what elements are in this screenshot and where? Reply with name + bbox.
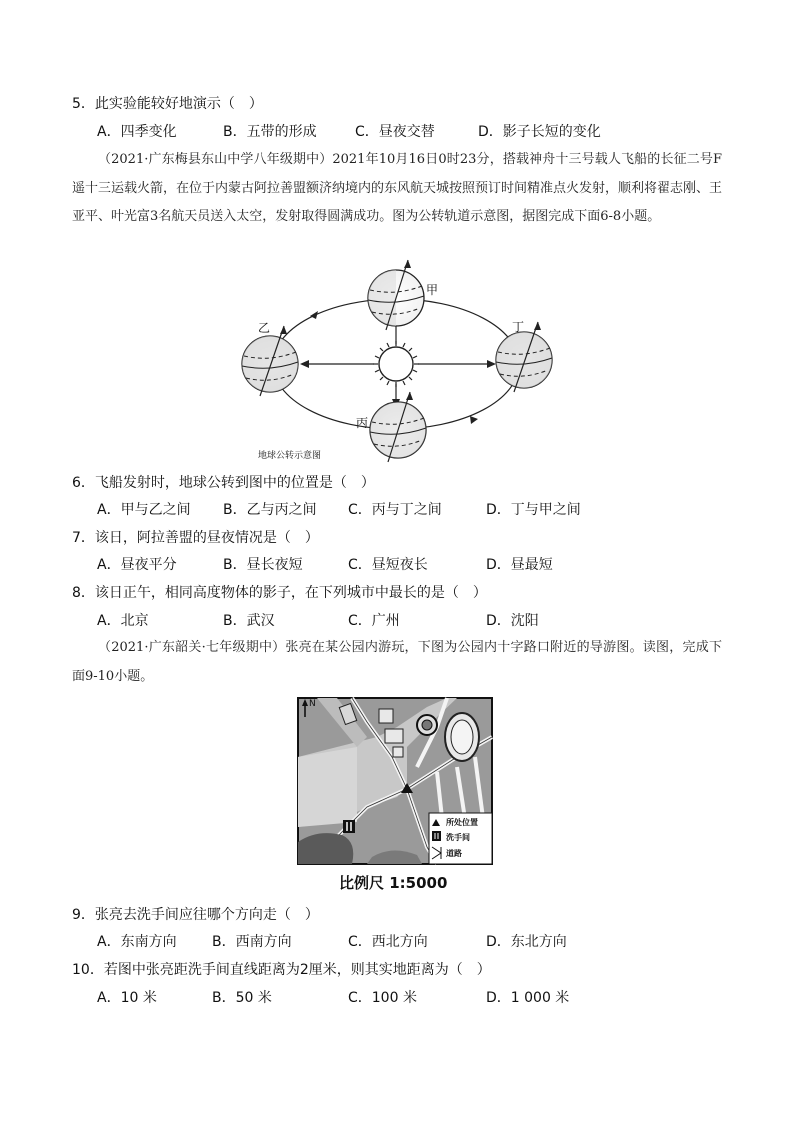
option-c: C．100 米 [348, 990, 417, 1006]
north-label: N [309, 699, 316, 709]
option-b: B．50 米 [212, 990, 272, 1006]
option-c: C．昼夜交替 [355, 124, 435, 140]
option-a: A．北京 [97, 613, 149, 629]
question-5-stem: 5．此实验能较好地演示（ ） [72, 96, 263, 112]
option-d: D．影子长短的变化 [478, 124, 601, 140]
option-a: A．昼夜平分 [97, 557, 177, 573]
label-jia: 甲 [426, 283, 439, 297]
passage-shenzhou: （2021·广东梅县东山中学八年级期中）2021年10月16日0时23分，搭载神舟十三号载人飞船的长征二号F遥十三运载火箭，在位于内蒙古阿拉善盟额济纳境内的东风航天城按照预订时间精准点火发射，顺利将翟志刚、王亚平、叶光富3名航天员送入太空，发射取得圆满成功。图为公转轨道示意图，据图完成下面6-8小题。 [72, 152, 723, 224]
label-bing: 丙 [356, 416, 369, 430]
option-c: C．广州 [348, 613, 400, 629]
orbit-caption: 地球公转示意图 [258, 451, 322, 461]
map-scale: 比例尺 1:5000 [339, 874, 448, 892]
option-d: D．1 000 米 [486, 990, 570, 1006]
option-b: B．西南方向 [212, 934, 292, 950]
question-6-stem: 6．飞船发射时，地球公转到图中的位置是（ ） [72, 475, 375, 491]
passage-park: （2021·广东韶关·七年级期中）张亮在某公园内游玩，下图为公园内十字路口附近的导游图。读图，完成下面9-10小题。 [72, 640, 722, 684]
park-map-figure [297, 697, 493, 865]
option-b: B．乙与丙之间 [223, 502, 317, 518]
question-9-stem: 9．张亮去洗手间应往哪个方向走（ ） [72, 907, 319, 923]
option-a: A．甲与乙之间 [97, 502, 191, 518]
orbit-arrow-top [310, 311, 318, 319]
orbit-arrow-bottom [470, 416, 478, 424]
question-8-stem: 8．该日正午，相同高度物体的影子，在下列城市中最长的是（ ） [72, 585, 487, 601]
earth-yi-icon [242, 326, 298, 396]
earth-jia-icon [368, 260, 424, 330]
option-a: A．东南方向 [97, 934, 177, 950]
option-a: A．10 米 [97, 990, 157, 1006]
question-7-stem: 7．该日，阿拉善盟的昼夜情况是（ ） [72, 530, 319, 546]
question-10-stem: 10．若图中张亮距洗手间直线距离为2厘米，则其实地距离为（ ） [72, 962, 491, 978]
option-c: C．昼短夜长 [348, 557, 428, 573]
label-ding: 丁 [512, 320, 525, 334]
legend-road: 道路 [446, 849, 462, 858]
option-c: C．丙与丁之间 [348, 502, 442, 518]
orbit-diagram [238, 256, 558, 466]
orbit-figure [238, 256, 558, 466]
earth-bing-icon [370, 392, 426, 462]
label-yi: 乙 [258, 321, 271, 335]
option-d: D．昼最短 [486, 557, 553, 573]
option-c: C．西北方向 [348, 934, 428, 950]
option-a: A．四季变化 [97, 124, 177, 140]
option-d: D．东北方向 [486, 934, 567, 950]
legend-position: 所处位置 [446, 818, 478, 827]
option-b: B．武汉 [223, 613, 275, 629]
option-b: B．五带的形成 [223, 124, 317, 140]
legend-restroom: 洗手间 [446, 833, 470, 842]
option-b: B．昼长夜短 [223, 557, 303, 573]
option-d: D．丁与甲之间 [486, 502, 581, 518]
sun-icon [373, 341, 419, 387]
option-d: D．沈阳 [486, 613, 539, 629]
